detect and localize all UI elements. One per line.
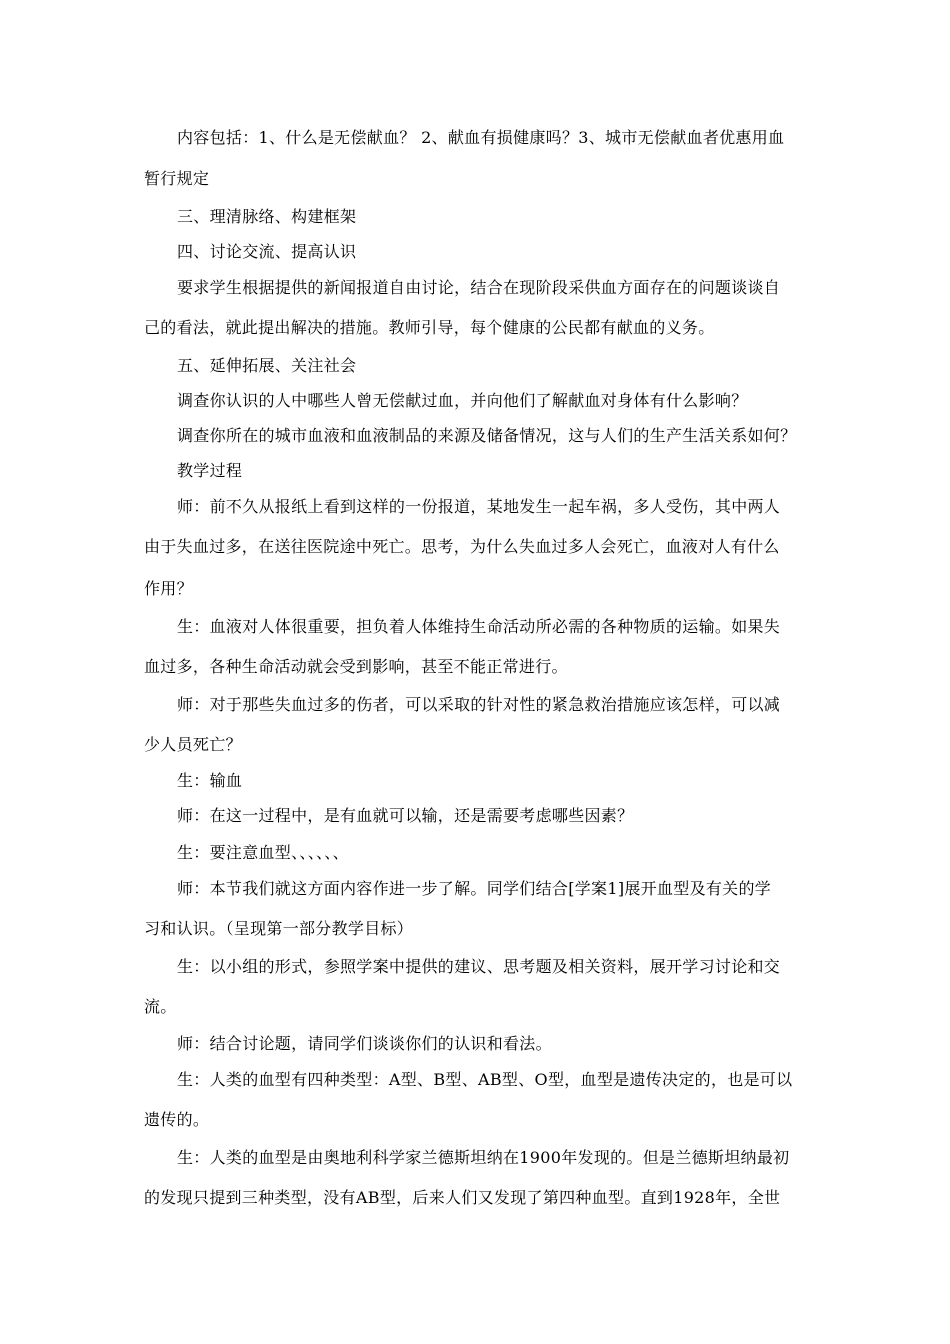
section-heading: 三、理清脉络、构建框架 — [177, 207, 357, 226]
text-line: 生：血液对人体很重要，担负着人体维持生命活动所必需的各种物质的运输。如果失 — [177, 617, 781, 636]
text-line: 的发现只提到三种类型，没有AB型，后来人们又发现了第四种血型。直到1928年，全世 — [144, 1188, 781, 1207]
text-line: 调查你所在的城市血液和血液制品的来源及储备情况，这与人们的生产生活关系如何？ — [177, 426, 797, 445]
text-line: 遗传的。 — [144, 1110, 210, 1129]
text-line: 内容包括：1、什么是无偿献血？ 2、献血有损健康吗？3、城市无偿献血者优惠用血 — [177, 128, 785, 147]
text-line: 暂行规定 — [144, 169, 210, 188]
text-line: 血过多，各种生命活动就会受到影响，甚至不能正常进行。 — [144, 657, 568, 676]
text-line: 己的看法，就此提出解决的措施。教师引导，每个健康的公民都有献血的义务。 — [144, 318, 715, 337]
text-line: 师：本节我们就这方面内容作进一步了解。同学们结合[学案1]展开血型及有关的学 — [177, 879, 772, 898]
text-line: 生：人类的血型是由奥地利科学家兰德斯坦纳在1900年发现的。但是兰德斯坦纳最初 — [177, 1148, 790, 1167]
text-line: 流。 — [144, 997, 177, 1016]
section-heading: 教学过程 — [177, 461, 243, 480]
text-line: 调查你认识的人中哪些人曾无偿献过血，并向他们了解献血对身体有什么影响？ — [177, 391, 748, 410]
section-heading: 四、讨论交流、提高认识 — [177, 242, 357, 261]
text-line: 师：前不久从报纸上看到这样的一份报道，某地发生一起车祸，多人受伤，其中两人 — [177, 497, 781, 516]
text-line: 要求学生根据提供的新闻报道自由讨论，结合在现阶段采供血方面存在的问题谈谈自 — [177, 278, 781, 297]
text-line: 生：人类的血型有四种类型：A型、B型、AB型、O型，血型是遗传决定的，也是可以 — [177, 1070, 793, 1089]
text-line: 少人员死亡？ — [144, 735, 242, 754]
text-line: 生：输血 — [177, 771, 243, 790]
text-line: 师：对于那些失血过多的伤者，可以采取的针对性的紧急救治措施应该怎样，可以减 — [177, 695, 781, 714]
section-heading: 五、延伸拓展、关注社会 — [177, 356, 357, 375]
text-line: 师：结合讨论题，请同学们谈谈你们的认识和看法。 — [177, 1034, 552, 1053]
text-line: 由于失血过多，在送往医院途中死亡。思考，为什么失血过多人会死亡，血液对人有什么 — [144, 537, 780, 556]
text-line: 生：以小组的形式，参照学案中提供的建议、思考题及相关资料，展开学习讨论和交 — [177, 957, 781, 976]
text-line: 作用？ — [144, 579, 193, 598]
text-line: 生：要注意血型、、、、、、 — [177, 843, 349, 862]
text-line: 师：在这一过程中，是有血就可以输，还是需要考虑哪些因素？ — [177, 806, 634, 825]
text-line: 习和认识。（呈现第一部分教学目标） — [144, 919, 414, 938]
